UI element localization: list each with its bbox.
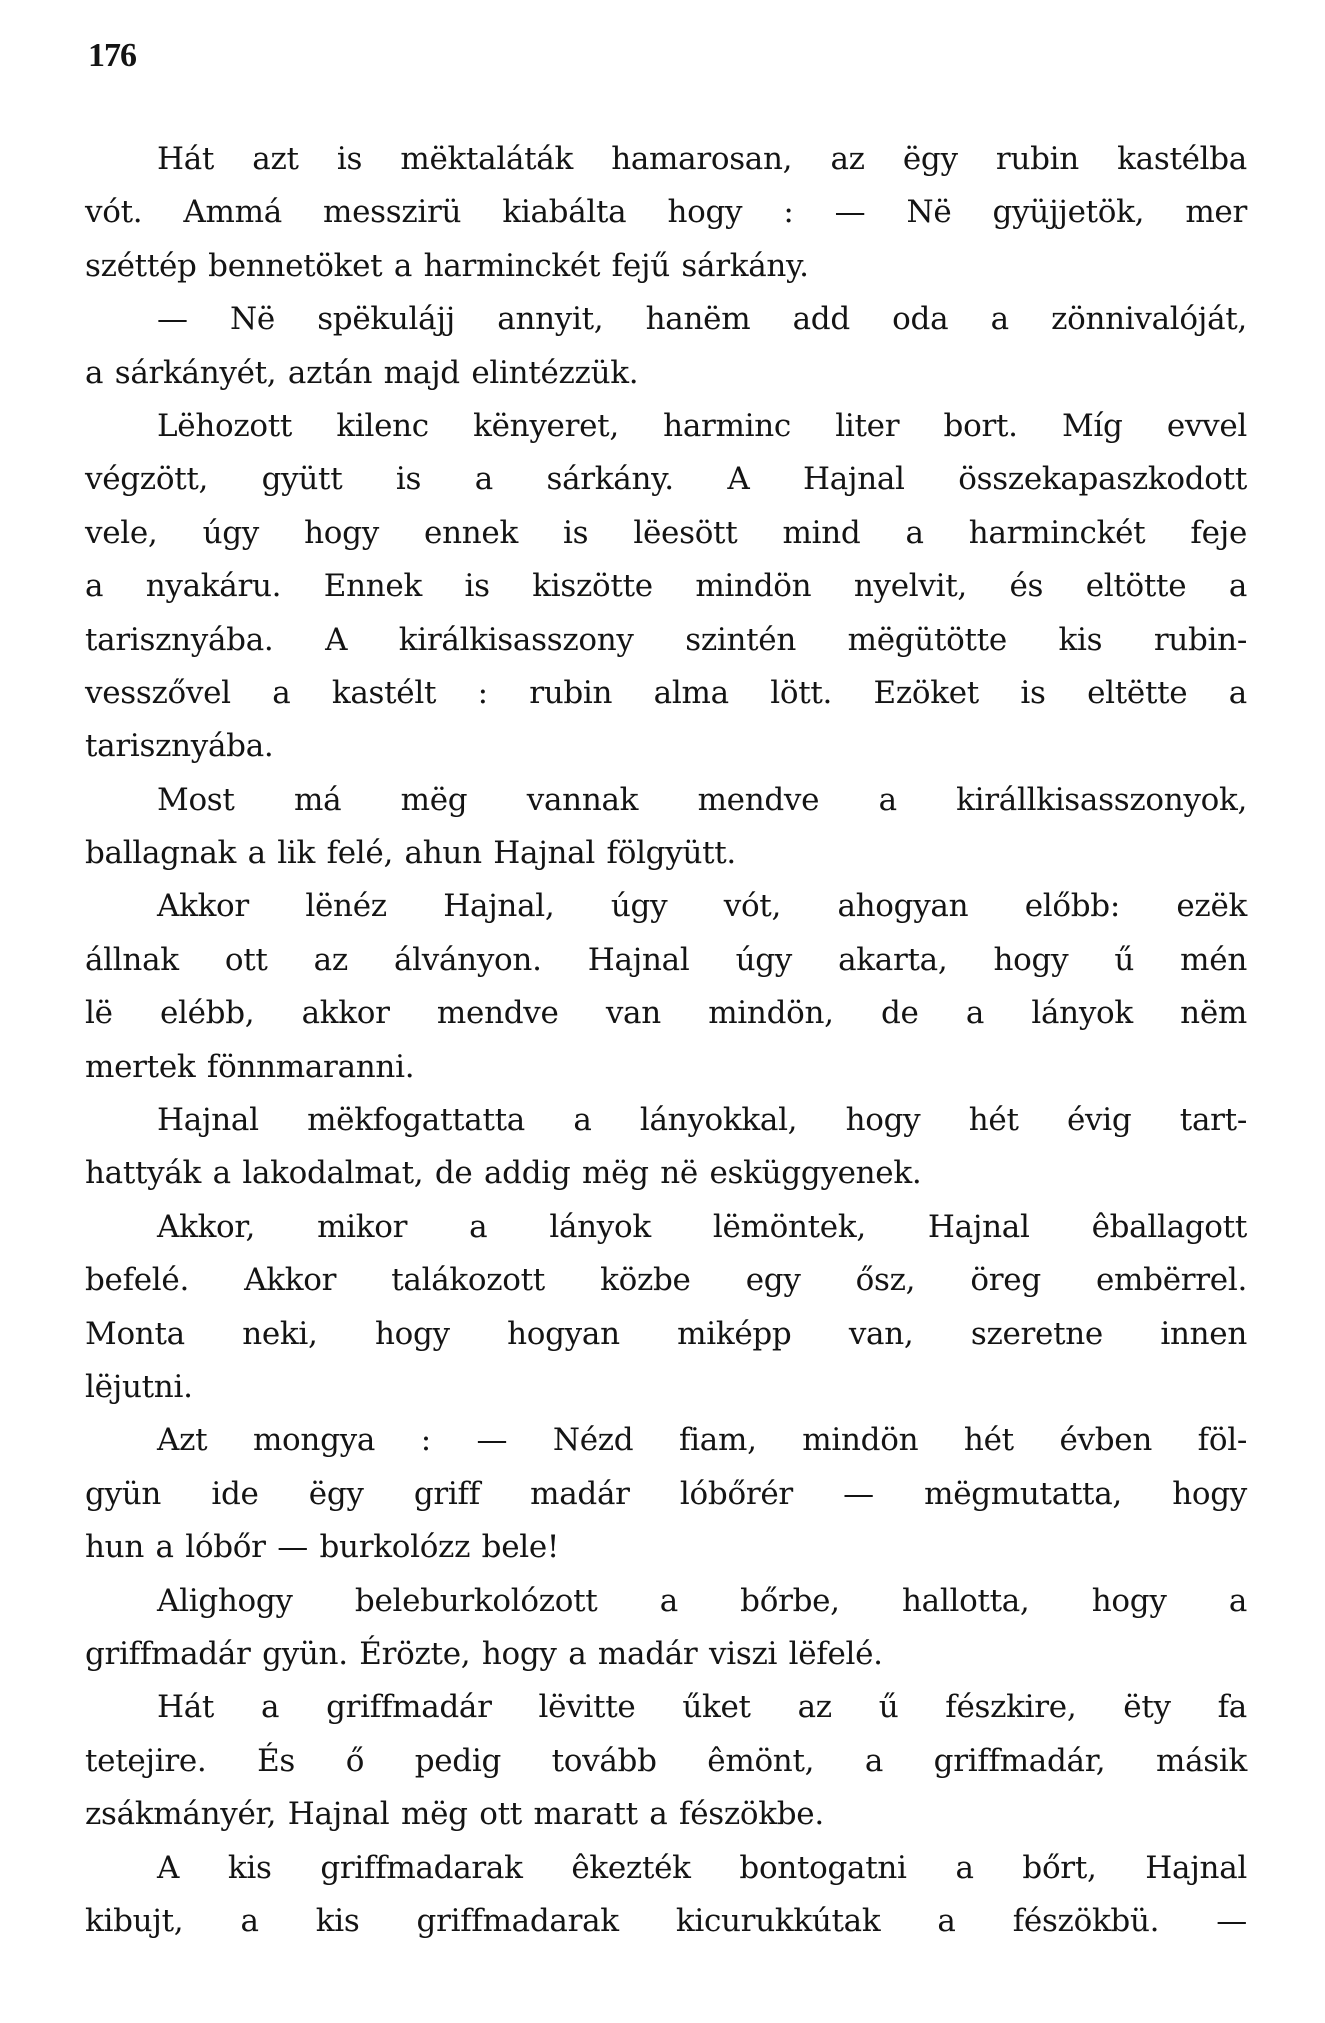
text-line: Most má mëg vannak mendve a királlkisasszonyok, — [157, 781, 1247, 818]
text-line: tetejire. És ő pedig tovább êmönt, a griffmadár, másik — [85, 1742, 1247, 1779]
text-line: hun a lóbőr — burkolózz bele! — [85, 1529, 560, 1566]
text-line: vele, úgy hogy ennek is lëesött mind a harminckét feje — [85, 514, 1247, 551]
text-line: — Në spëkulájj annyit, hanëm add oda a zönnivalóját, — [157, 301, 1247, 338]
text-line: tarisznyába. A királkisasszony szintén mëgütötte kis rubin- — [85, 621, 1247, 658]
text-line: hattyák a lakodalmat, de addig mëg në esküggyenek. — [85, 1155, 922, 1192]
text-line: mertek fönnmaranni. — [85, 1048, 415, 1085]
text-line: Azt mongya : — Nézd fiam, mindön hét évben föl- — [157, 1422, 1247, 1459]
text-line: végzött, gyütt is a sárkány. A Hajnal összekapaszkodott — [85, 461, 1247, 498]
paragraph — [85, 1575, 1247, 1682]
paragraph — [85, 774, 1247, 881]
text-line: a nyakáru. Ennek is kiszötte mindön nyelvit, és eltötte a — [85, 568, 1247, 605]
text-line: tarisznyába. — [85, 728, 274, 765]
text-line: griffmadár gyün. Érözte, hogy a madár viszi lëfelé. — [85, 1635, 883, 1672]
paragraph — [85, 1414, 1247, 1574]
body-text — [85, 133, 1247, 1948]
text-line: Akkor lënéz Hajnal, úgy vót, ahogyan előbb: ezëk — [157, 888, 1247, 925]
text-line: Lëhozott kilenc kënyeret, harminc liter bort. Míg evvel — [157, 407, 1247, 444]
text-line: ballagnak a lik felé, ahun Hajnal fölgyütt. — [85, 835, 736, 872]
text-line: Akkor, mikor a lányok lëmöntek, Hajnal êballagott — [157, 1208, 1247, 1245]
text-line: zsákmányér, Hajnal mëg ott maratt a fészökbe. — [85, 1796, 824, 1833]
paragraph — [85, 1681, 1247, 1841]
text-line: lëjutni. — [85, 1368, 193, 1405]
text-line: állnak ott az álványon. Hajnal úgy akarta, hogy ű mén — [85, 941, 1247, 978]
text-line: vót. Ammá messzirü kiabálta hogy : — Në gyüjjetök, mer — [85, 194, 1247, 231]
text-line: a sárkányét, aztán majd elintézzük. — [85, 354, 639, 391]
paragraph — [85, 1094, 1247, 1201]
text-line: Monta neki, hogy hogyan miképp van, szeretne innen — [85, 1315, 1247, 1352]
text-line: Hát a griffmadár lëvitte űket az ű fészkire, ëty fa — [157, 1689, 1247, 1726]
text-line: Hajnal mëkfogattatta a lányokkal, hogy hét évig tart- — [157, 1102, 1247, 1139]
text-line: lë elébb, akkor mendve van mindön, de a lányok nëm — [85, 995, 1247, 1032]
paragraph — [85, 1842, 1247, 1949]
paragraph — [85, 133, 1247, 293]
text-line: Alighogy beleburkolózott a bőrbe, hallotta, hogy a — [157, 1582, 1247, 1619]
text-line: A kis griffmadarak êkezték bontogatni a bőrt, Hajnal — [157, 1849, 1247, 1886]
page-number: 176 — [88, 37, 136, 74]
paragraph — [85, 1201, 1247, 1415]
paragraph — [85, 400, 1247, 774]
text-line: befelé. Akkor talákozott közbe egy ősz, öreg embërrel. — [85, 1262, 1247, 1299]
paragraph — [85, 293, 1247, 400]
text-line: vesszővel a kastélt : rubin alma lött. Ezöket is eltëtte a — [85, 674, 1247, 711]
text-line: kibujt, a kis griffmadarak kicurukkútak a fészökbü. — — [85, 1902, 1247, 1939]
text-line: széttép bennetöket a harminckét fejű sárkány. — [85, 247, 809, 284]
text-line: Hát azt is mëktaláták hamarosan, az ëgy rubin kastélba — [157, 141, 1247, 177]
paragraph — [85, 880, 1247, 1094]
text-line: gyün ide ëgy griff madár lóbőrér — mëgmutatta, hogy — [85, 1475, 1247, 1512]
